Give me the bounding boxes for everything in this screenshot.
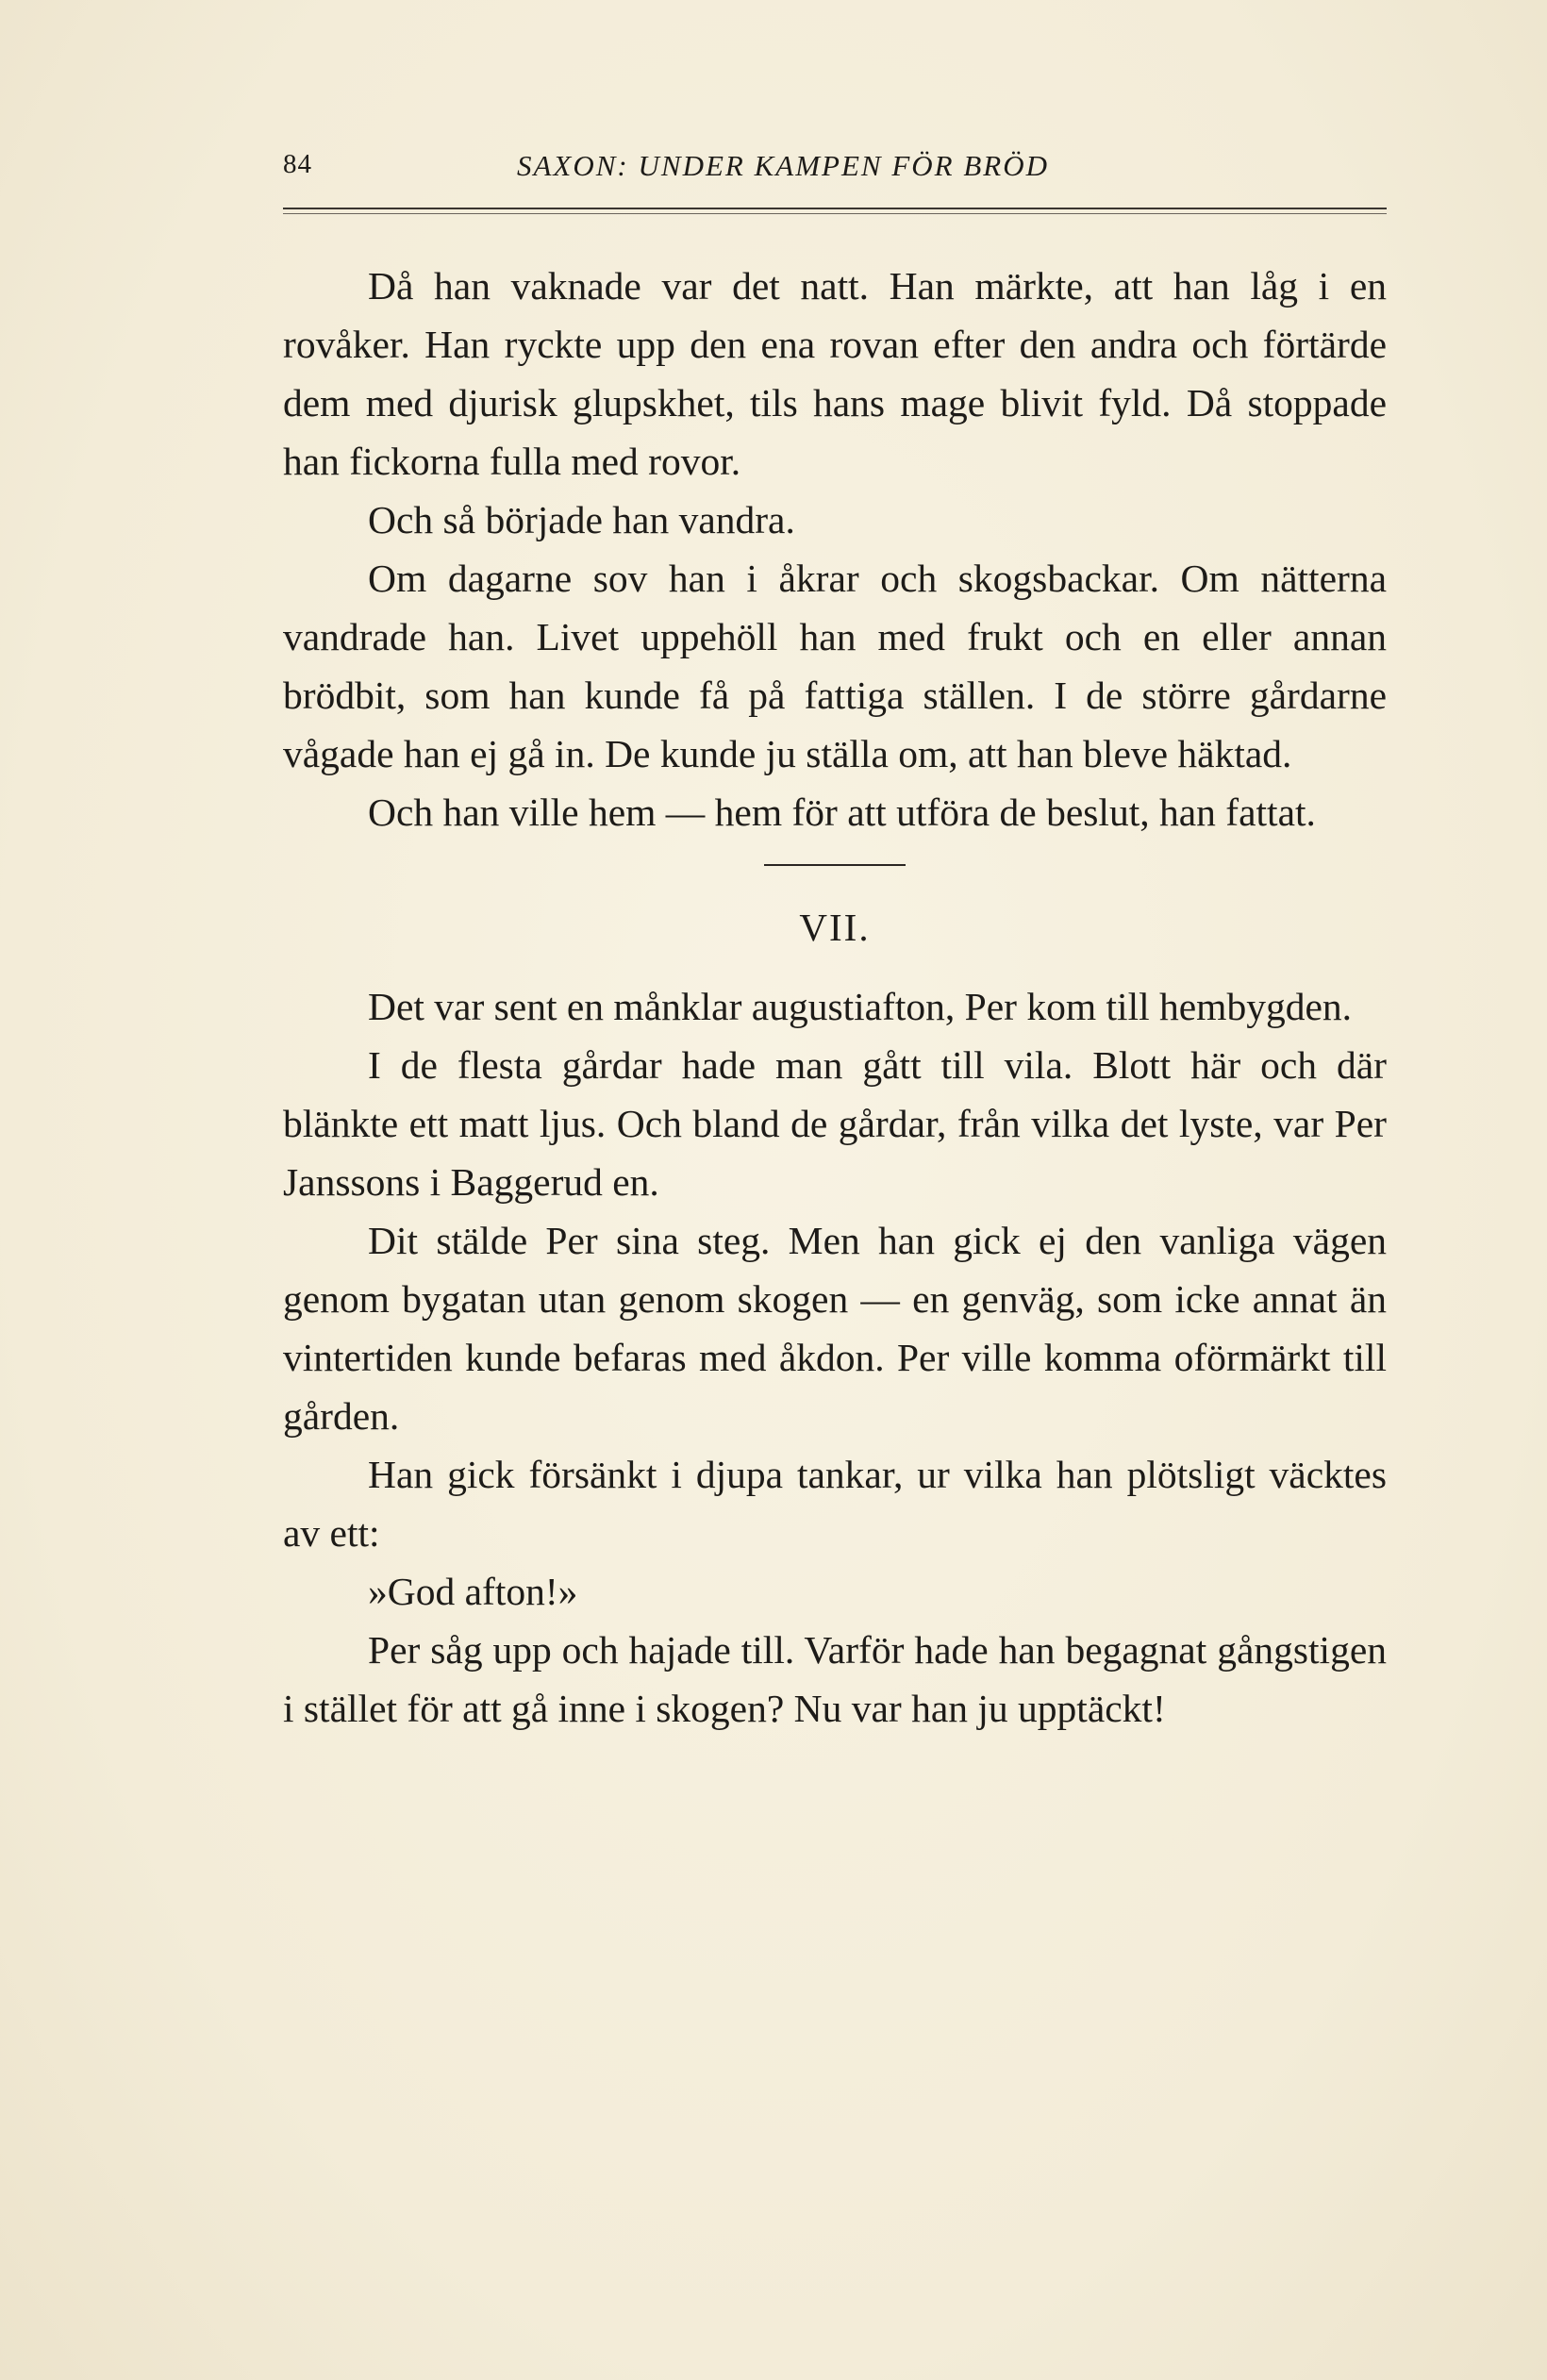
paragraph: Per såg upp och hajade till. Varför hade han begagnat gångstigen i stället för att gå inne i skogen? Nu var han ju upptäckt! xyxy=(283,1628,1387,1730)
paragraph: Det var sent en månklar augustiafton, Per kom till hembygden. xyxy=(368,985,1353,1028)
paragraph: Dit stälde Per sina steg. Men han gick ej den vanliga vägen genom bygatan utan genom skogen — en genväg, som icke annat än vintertiden kunde befaras med åkdon. Per ville komma oförmärkt till gården. xyxy=(283,1219,1387,1438)
paragraph: Om dagarne sov han i åkrar och skogsbackar. Om nätterna vandrade han. Livet uppehöll han med frukt och en eller annan brödbit, som han kunde få på fattiga ställen. I de större gårdarne vågade han ej gå in. De kunde ju ställa om, att han bleve häktad. xyxy=(283,557,1387,775)
header-rule xyxy=(283,208,1387,209)
paragraph: Och han ville hem — hem för att utföra de beslut, han fattat. xyxy=(368,791,1316,834)
chapter-heading: VII. xyxy=(799,906,871,949)
body-text xyxy=(283,257,1387,1738)
paragraph: »God afton!» xyxy=(368,1570,578,1613)
paragraph: Han gick försänkt i djupa tankar, ur vilka han plötsligt väcktes av ett: xyxy=(283,1453,1387,1555)
paragraph: Och så började han vandra. xyxy=(368,498,795,541)
paragraph: Då han vaknade var det natt. Han märkte, att han låg i en rovåker. Han ryckte upp den ena rovan efter den andra och förtärde dem med djurisk glupskhet, tils hans mage blivit fyld. Då stoppade han fickorna fulla med rovor. xyxy=(283,264,1387,483)
page-number: 84 xyxy=(283,149,312,179)
section-divider xyxy=(764,864,906,866)
running-head: SAXON: UNDER KAMPEN FÖR BRÖD xyxy=(517,149,1049,182)
header-rule-thin xyxy=(283,213,1387,214)
paragraph: I de flesta gårdar hade man gått till vila. Blott här och där blänkte ett matt ljus. Och bland de gårdar, från vilka det lyste, var Per Janssons i Baggerud en. xyxy=(283,1043,1387,1204)
page-header xyxy=(283,149,1387,196)
